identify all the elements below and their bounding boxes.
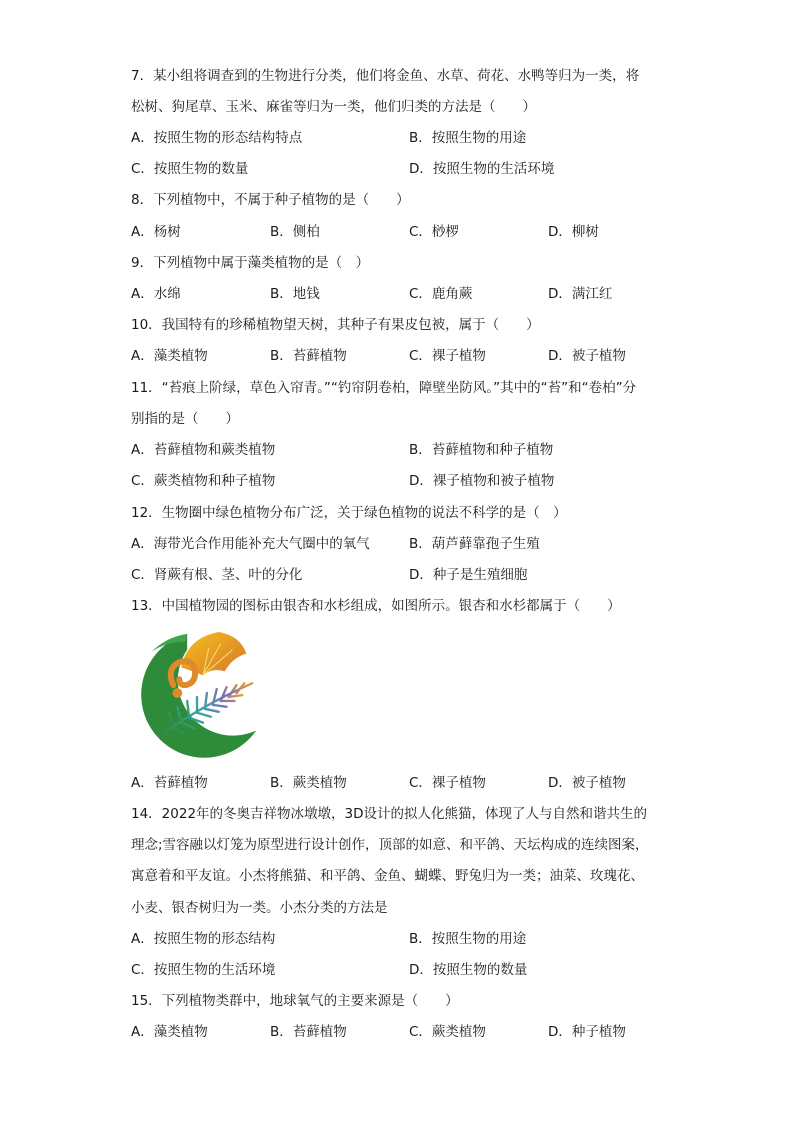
question-text-line: 12．生物圈中绿色植物分布广泛，关于绿色植物的说法不科学的是（ ） (131, 505, 567, 521)
ginkgo-metasequoia-logo (130, 628, 268, 766)
option-a[interactable]: A．苔藓植物和蕨类植物 (131, 442, 276, 458)
question-text-line: 松树、狗尾草、玉米、麻雀等归为一类，他们归类的方法是（ ） (131, 99, 536, 115)
option-b[interactable]: B．按照生物的用途 (409, 130, 527, 146)
option-a[interactable]: A．苔藓植物 (131, 775, 208, 791)
option-b[interactable]: B．葫芦藓靠孢子生殖 (409, 536, 540, 552)
question-text-line: 理念;雪容融以灯笼为原型进行设计创作，顶部的如意、和平鸽、天坛构成的连续图案， (131, 837, 649, 853)
question-text-line: 寓意着和平友谊。小杰将熊猫、和平鸽、金鱼、蝴蝶、野兔归为一类；油菜、玫瑰花、 (131, 868, 644, 884)
option-b[interactable]: B．苔藓植物和种子植物 (409, 442, 554, 458)
option-b[interactable]: B．苔藓植物 (270, 348, 347, 364)
option-d[interactable]: D．按照生物的生活环境 (409, 161, 555, 177)
option-c[interactable]: C．肾蕨有根、茎、叶的分化 (131, 567, 303, 583)
option-b[interactable]: B．地钱 (270, 286, 320, 302)
option-a[interactable]: A．藻类植物 (131, 1024, 208, 1040)
option-d[interactable]: D．种子是生殖细胞 (409, 567, 528, 583)
option-d[interactable]: D．满江红 (548, 286, 613, 302)
option-a[interactable]: A．按照生物的形态结构特点 (131, 130, 303, 146)
question-text-line: 11．“苔痕上阶绿，草色入帘青。”“钓帘阴卷柏，障壁坐防风。”其中的“苔”和“卷柏”分 (131, 380, 637, 396)
option-d[interactable]: D．被子植物 (548, 775, 626, 791)
question-text-line: 9．下列植物中属于藻类植物的是（ ） (131, 255, 370, 271)
option-b[interactable]: B．蕨类植物 (270, 775, 347, 791)
option-a[interactable]: A．按照生物的形态结构 (131, 931, 276, 947)
question-text-line: 7．某小组将调查到的生物进行分类，他们将金鱼、水草、荷花、水鸭等归为一类，将 (131, 68, 640, 84)
option-c[interactable]: C．桫椤 (409, 224, 459, 240)
option-d[interactable]: D．按照生物的数量 (409, 962, 528, 978)
option-a[interactable]: A．藻类植物 (131, 348, 208, 364)
question-text-line: 15．下列植物类群中，地球氧气的主要来源是（ ） (131, 993, 459, 1009)
option-d[interactable]: D．裸子植物和被子植物 (409, 473, 555, 489)
option-c[interactable]: C．蕨类植物和种子植物 (131, 473, 276, 489)
option-d[interactable]: D．柳树 (548, 224, 599, 240)
option-c[interactable]: C．鹿角蕨 (409, 286, 473, 302)
option-b[interactable]: B．苔藓植物 (270, 1024, 347, 1040)
option-c[interactable]: C．裸子植物 (409, 775, 486, 791)
question-text-line: 小麦、银杏树归为一类。小杰分类的方法是 (131, 900, 388, 916)
option-c[interactable]: C．按照生物的数量 (131, 161, 249, 177)
option-d[interactable]: D．种子植物 (548, 1024, 626, 1040)
option-a[interactable]: A．杨树 (131, 224, 181, 240)
question-text-line: 别指的是（ ） (131, 411, 239, 427)
option-c[interactable]: C．按照生物的生活环境 (131, 962, 276, 978)
question-text-line: 13．中国植物园的图标由银杏和水杉组成，如图所示。银杏和水杉都属于（ ） (131, 598, 621, 614)
question-text-line: 10．我国特有的珍稀植物望天树，其种子有果皮包被，属于（ ） (131, 317, 540, 333)
option-b[interactable]: B．侧柏 (270, 224, 320, 240)
option-d[interactable]: D．被子植物 (548, 348, 626, 364)
option-b[interactable]: B．按照生物的用途 (409, 931, 527, 947)
option-c[interactable]: C．蕨类植物 (409, 1024, 486, 1040)
question-text-line: 14．2022年的冬奥吉祥物冰墩墩，3D设计的拟人化熊猫，体现了人与自然和谐共生的 (131, 806, 648, 822)
option-a[interactable]: A．水绵 (131, 286, 181, 302)
option-c[interactable]: C．裸子植物 (409, 348, 486, 364)
question-text-line: 8．下列植物中，不属于种子植物的是（ ） (131, 192, 410, 208)
option-a[interactable]: A．海带光合作用能补充大气圈中的氧气 (131, 536, 370, 552)
